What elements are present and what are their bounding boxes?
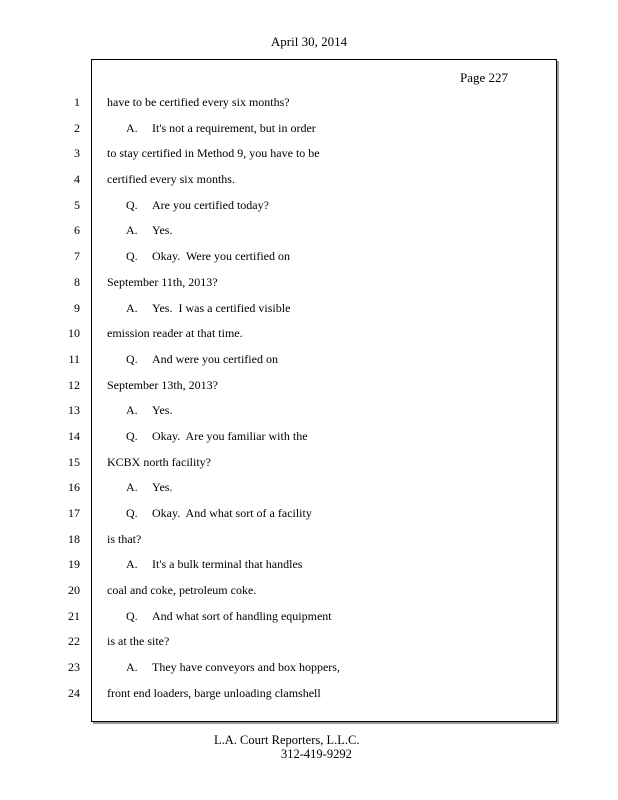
- line-number: 18: [68, 531, 80, 546]
- line-text: have to be certified every six months?: [107, 95, 290, 109]
- line-text: It's a bulk terminal that handles: [152, 557, 303, 572]
- line-number: 22: [68, 634, 80, 649]
- speaker-label: Q.: [126, 351, 138, 366]
- line-text: certified every six months.: [107, 172, 235, 187]
- line-text: emission reader at that time.: [107, 326, 243, 341]
- transcript-line: [107, 557, 547, 583]
- line-text: is that?: [107, 531, 142, 546]
- transcript-line: [107, 326, 547, 352]
- transcript-line: [107, 686, 547, 712]
- line-number: 24: [68, 685, 80, 700]
- line-text: Are you certified today?: [152, 197, 269, 212]
- line-number: 6: [74, 223, 80, 238]
- line-number: 14: [68, 428, 80, 443]
- line-number: 4: [74, 172, 80, 187]
- transcript-line: [107, 121, 547, 147]
- line-text: And were you certified on: [152, 351, 278, 366]
- line-text: KCBX north facility?: [107, 454, 211, 469]
- line-number: 10: [68, 326, 80, 341]
- line-text: to stay certified in Method 9, you have to be: [107, 146, 320, 161]
- line-text: coal and coke, petroleum coke.: [107, 583, 257, 598]
- transcript-line: [107, 172, 547, 198]
- line-number: 21: [68, 608, 80, 623]
- line-number-column: [40, 95, 80, 712]
- speaker-label: A.: [126, 120, 138, 135]
- speaker-label: A.: [126, 660, 138, 675]
- transcript-lines: [107, 95, 547, 712]
- line-number: 2: [74, 120, 80, 135]
- line-number: 13: [68, 403, 80, 418]
- transcript-line: [107, 249, 547, 275]
- transcript-line: [107, 198, 547, 224]
- line-number: 11: [68, 351, 80, 366]
- line-number: 19: [68, 557, 80, 572]
- transcript-line: [107, 378, 547, 404]
- transcript-line: [107, 223, 547, 249]
- line-text: is at the site?: [107, 634, 170, 649]
- speaker-label: A.: [126, 557, 138, 572]
- line-number: 9: [74, 300, 80, 315]
- transcript-line: [107, 506, 547, 532]
- line-number: 8: [74, 274, 80, 289]
- transcript-line: [107, 480, 547, 506]
- line-number: 3: [74, 146, 80, 161]
- speaker-label: Q.: [126, 249, 138, 264]
- line-number: 12: [68, 377, 80, 392]
- transcript-line: [107, 634, 547, 660]
- speaker-label: A.: [126, 223, 138, 238]
- speaker-label: Q.: [126, 506, 138, 520]
- line-text: Yes.: [152, 480, 173, 495]
- line-number: 23: [68, 660, 80, 675]
- line-number: 17: [68, 506, 80, 520]
- transcript-line: [107, 403, 547, 429]
- transcript-line: [107, 609, 547, 635]
- line-text: They have conveyors and box hoppers,: [152, 660, 340, 675]
- transcript-line: [107, 583, 547, 609]
- transcript-line: [107, 275, 547, 301]
- line-text: September 11th, 2013?: [107, 274, 218, 289]
- speaker-label: Q.: [126, 197, 138, 212]
- transcript-line: [107, 301, 547, 327]
- footer-company: L.A. Court Reporters, L.L.C.: [214, 733, 360, 747]
- line-number: 5: [74, 197, 80, 212]
- line-text: front end loaders, barge unloading clamshell: [107, 685, 321, 700]
- transcript-line: [107, 95, 547, 121]
- transcript-line: [107, 660, 547, 686]
- line-text: Okay. Are you familiar with the: [152, 428, 308, 443]
- transcript-line: [107, 146, 547, 172]
- speaker-label: A.: [126, 403, 138, 418]
- line-text: Okay. Were you certified on: [152, 249, 290, 264]
- line-number: 20: [68, 583, 80, 598]
- transcript-line: [107, 429, 547, 455]
- line-text: Yes. I was a certified visible: [152, 300, 291, 315]
- line-text: Yes.: [152, 403, 173, 418]
- speaker-label: A.: [126, 480, 138, 495]
- transcript-line: [107, 352, 547, 378]
- transcript-line: [107, 532, 547, 558]
- line-number: 7: [74, 249, 80, 264]
- speaker-label: Q.: [126, 608, 138, 623]
- line-text: It's not a requirement, but in order: [152, 120, 316, 135]
- header-date: April 30, 2014: [270, 34, 348, 49]
- line-number: 16: [68, 480, 80, 495]
- line-number: 1: [74, 95, 80, 109]
- speaker-label: Q.: [126, 428, 138, 443]
- line-text: September 13th, 2013?: [107, 377, 218, 392]
- line-text: And what sort of handling equipment: [152, 608, 332, 623]
- footer-phone: 312-419-9292: [281, 747, 352, 761]
- line-text: Okay. And what sort of a facility: [152, 506, 312, 520]
- line-number: 15: [68, 454, 80, 469]
- page-number: Page 227: [460, 70, 509, 85]
- line-text: Yes.: [152, 223, 173, 238]
- speaker-label: A.: [126, 300, 138, 315]
- transcript-line: [107, 455, 547, 481]
